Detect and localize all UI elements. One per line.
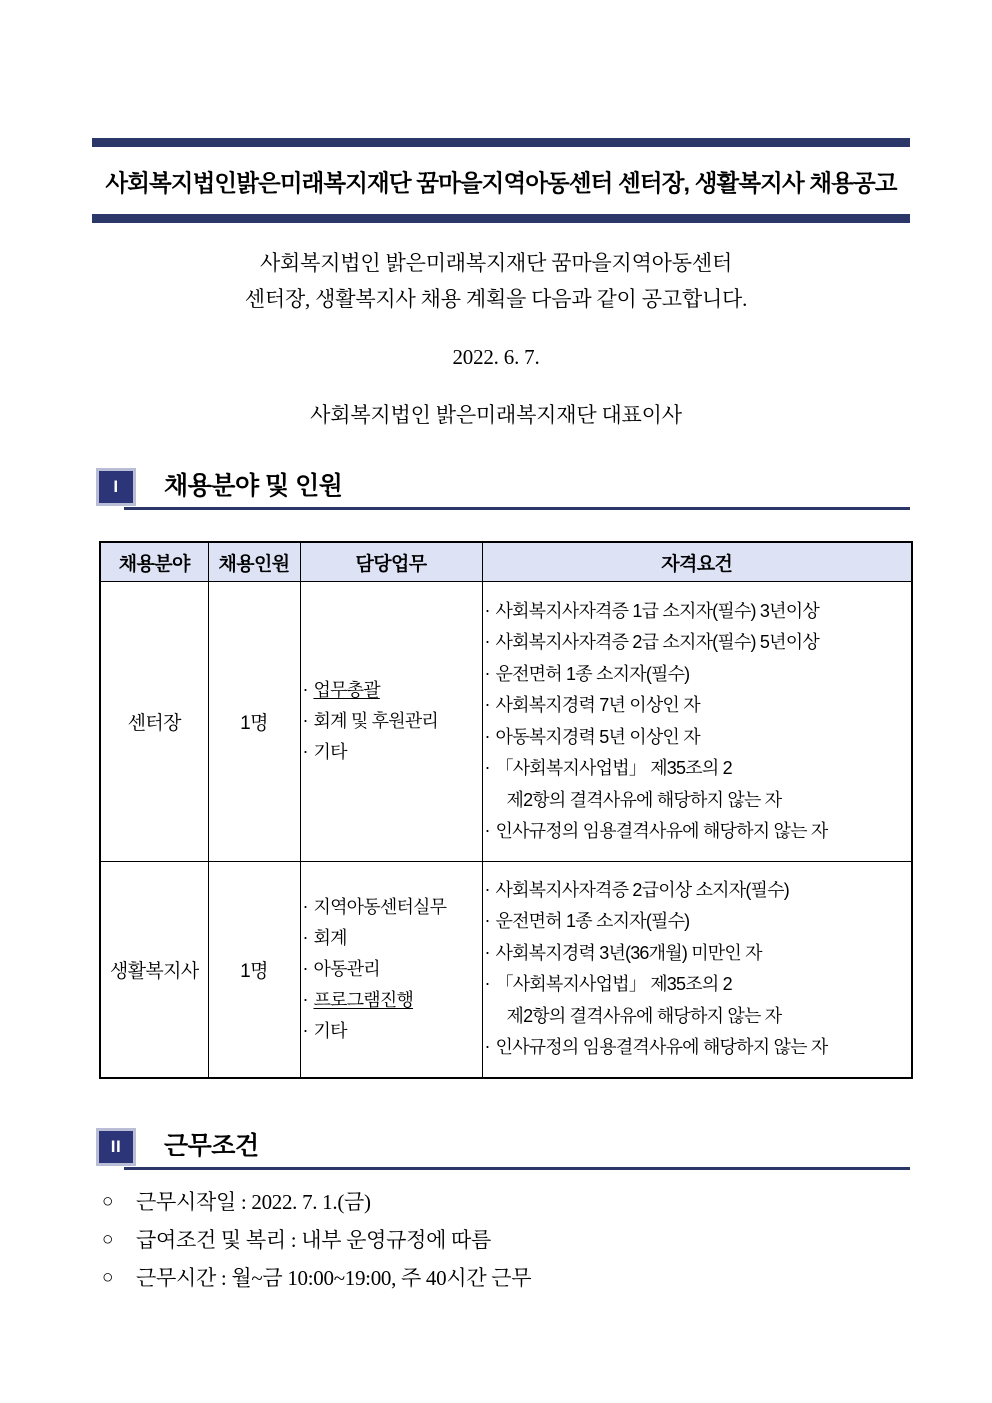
section-title-1: 채용분야 및 인원: [164, 472, 343, 500]
announcement-signer: 사회복지법인 밝은미래복지재단 대표이사: [310, 403, 682, 427]
duty-text: 업무총괄: [313, 680, 380, 700]
cell-qualifications: [482, 862, 912, 1078]
cell-field: 생활복지사: [100, 862, 208, 1078]
duty-text: 기타: [313, 742, 347, 762]
cell-count: 1명: [208, 582, 300, 862]
duty-text: 회계: [313, 927, 347, 948]
col-header-field: 채용분야: [100, 542, 208, 582]
cell-field: 센터장: [100, 582, 208, 862]
qualification-item: · 아동복지경력 5년 이상인 자: [483, 722, 912, 754]
recruitment-table: [99, 541, 913, 1079]
duty-item: [301, 706, 482, 737]
intro-block: [0, 245, 992, 433]
duty-item: [301, 985, 482, 1016]
col-header-count: 채용인원: [208, 542, 300, 582]
qualification-item: · 사회복지사자격증 2급 소지자(필수) 5년이상: [483, 627, 912, 659]
duty-text: 아동관리: [313, 958, 380, 979]
section-heading-2: [96, 1126, 910, 1174]
qualification-item-continuation: 제2항의 결격사유에 해당하지 않는 자: [506, 789, 782, 810]
cell-duties: [300, 582, 482, 862]
qualification-item-continuation: 제2항의 결격사유에 해당하지 않는 자: [506, 1005, 782, 1026]
duty-text: 지역아동센터실무: [313, 896, 447, 917]
intro-spacer-2: [0, 375, 992, 397]
qualification-item: · 「사회복지사업법」 제35조의 2: [483, 969, 912, 1001]
duty-text: 기타: [313, 1020, 347, 1041]
table-row: [100, 862, 912, 1078]
duty-item: [301, 892, 482, 923]
section-number-badge-2: II: [96, 1128, 136, 1166]
condition-item: ○ 근무시작일 : 2022. 7. 1.(금): [100, 1183, 900, 1221]
title-rule-top: [92, 138, 910, 147]
cell-count: 1명: [208, 862, 300, 1078]
table-row: [100, 582, 912, 862]
duty-item: [301, 737, 482, 768]
qualification-item: · 운전면허 1종 소지자(필수): [483, 659, 912, 691]
intro-spacer: [0, 317, 992, 339]
intro-line-2: 센터장, 생활복지사 채용 계획을 다음과 같이 공고합니다.: [244, 287, 748, 311]
duty-text: 회계 및 후원관리: [313, 711, 439, 731]
col-header-duty: 담당업무: [300, 542, 482, 582]
page-title: 사회복지법인밝은미래복지재단 꿈마을지역아동센터 센터장, 생활복지사 채용공고: [105, 170, 897, 196]
condition-item: ○ 급여조건 및 복리 : 내부 운영규정에 따름: [100, 1221, 900, 1259]
section-heading-1: [96, 466, 910, 514]
document-title-block: [92, 138, 910, 223]
title-rule-bottom: [92, 214, 910, 223]
cell-qualifications: [482, 582, 912, 862]
announcement-date: 2022. 6. 7.: [452, 345, 540, 369]
intro-line-1: 사회복지법인 밝은미래복지재단 꿈마을지역아동센터: [259, 251, 733, 275]
table-header-row: [100, 542, 912, 582]
cell-duties: [300, 862, 482, 1078]
qualification-item: · 사회복지사자격증 1급 소지자(필수) 3년이상: [483, 596, 912, 628]
duty-item: [301, 675, 482, 706]
qualification-item: · 운전면허 1종 소지자(필수): [483, 906, 912, 938]
condition-item: ○ 근무시간 : 월~금 10:00~19:00, 주 40시간 근무: [100, 1259, 900, 1297]
section-underline-1: [124, 507, 910, 510]
qualification-item: · 사회복지경력 3년(36개월) 미만인 자: [483, 938, 912, 970]
section-title-2: 근무조건: [164, 1132, 259, 1160]
duty-item: [301, 954, 482, 985]
qualification-item: · 사회복지사자격증 2급이상 소지자(필수): [483, 875, 912, 907]
qualification-item: · 사회복지경력 7년 이상인 자: [483, 690, 912, 722]
working-conditions-list: [100, 1183, 900, 1297]
qualification-item: · 인사규정의 임용결격사유에 해당하지 않는 자: [483, 816, 912, 848]
section-underline-2: [124, 1167, 910, 1170]
duty-item: [301, 1016, 482, 1047]
section-number-badge-1: I: [96, 468, 136, 506]
qualification-item: · 「사회복지사업법」 제35조의 2: [483, 753, 912, 785]
qualification-item: · 인사규정의 임용결격사유에 해당하지 않는 자: [483, 1032, 912, 1064]
col-header-qualification: 자격요건: [482, 542, 912, 582]
duty-text: 프로그램진행: [313, 989, 414, 1010]
duty-item: [301, 923, 482, 954]
